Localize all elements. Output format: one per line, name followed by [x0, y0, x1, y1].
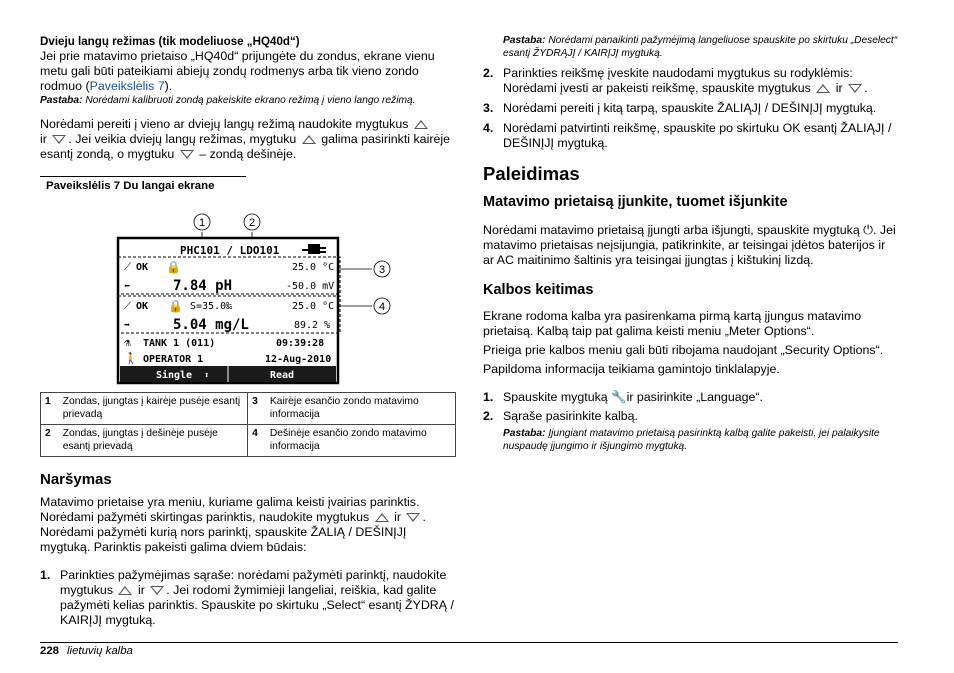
updown-icon: ⬍	[204, 371, 210, 381]
down-arrow-icon	[406, 513, 420, 522]
left-column	[40, 34, 456, 628]
row2-value: 5.04 mg/L	[173, 317, 249, 333]
up-arrow-icon	[816, 84, 830, 93]
up-arrow-icon	[375, 513, 389, 522]
list-item: 3. Norėdami pereiti į kitą tarpą, spauskite ŽALIĄJĮ / DEŠINĮJĮ mygtuką.	[483, 101, 877, 115]
row1-temp: 25.0 °C	[292, 262, 335, 273]
row2-status: OK	[136, 301, 149, 312]
figure-legend	[40, 392, 456, 457]
up-arrow-icon	[414, 120, 428, 129]
dual-mode-heading: Dvieju langų režimas (tik modeliuose „HQ40d“)	[40, 35, 300, 48]
power-para: Norėdami matavimo prietaisą įjungti arba išjungti, spauskite mygtuką ⏻. Jei matavimo prietaisas neįsijungia, patikrinkite, ar teisingai įdėtos baterijos ir ar AC maitinimo šaltinis yra teisingai įjungtas į kištukinį lizdą.	[483, 223, 896, 267]
flask-icon: ⚗	[124, 336, 131, 349]
down-arrow-icon	[180, 150, 194, 159]
value-steps	[483, 66, 898, 151]
section-heading-startup: Paleidimas	[483, 163, 580, 184]
wrench-icon: 🔧	[611, 390, 627, 404]
note-language: Pastaba: Įjungiant matavimo prietaisą pasirinktą kalbą galite pakeisti, jei palaikysite nuspaudę įjungimo ir išjungimo mygtuką.	[503, 428, 880, 452]
softkey-single[interactable]: Single	[155, 370, 193, 381]
legend-row: 2 Zondas, įjungtas į dešinėje pusėje esantį prievadą 4 Dešinėje esančio zondo matavimo informacija	[41, 425, 456, 457]
list-item: 2. Sąraše pasirinkite kalbą.	[483, 409, 638, 423]
callout-4-label: 4	[378, 301, 386, 313]
down-arrow-icon	[150, 586, 164, 595]
figure-link[interactable]: Paveikslėlis 7	[89, 79, 165, 93]
slope-icon: ⟋	[124, 262, 131, 273]
up-arrow-icon	[118, 586, 132, 595]
row2-temp: 25.0 °C	[292, 301, 335, 312]
right-column	[483, 34, 898, 453]
lang-para-2: Prieiga prie kalbos meniu gali būti ribojama naudojant „Security Options“.	[483, 343, 884, 357]
dual-mode-para: Jei prie matavimo prietaiso „HQ40d“ prijungėte du zondus, ekrane vienu metu gali būti pateikiami abiejų zondų rodmenys arba tik vieno zondo rodmuo (Paveikslėlis 7).	[40, 49, 435, 93]
screen-header: PHC101 / LDO101	[180, 244, 280, 257]
row2-pct: 89.2 %	[294, 320, 331, 331]
date: 12-Aug-2010	[265, 354, 332, 365]
operator-icon: 🚶	[124, 352, 138, 365]
callout-1-label: 1	[198, 217, 206, 229]
language-steps	[483, 390, 898, 424]
down-arrow-icon	[848, 84, 862, 93]
row1-status: OK	[136, 262, 149, 273]
callout-2-label: 2	[248, 217, 256, 229]
figure-title: Paveikslėlis 7 Du langai ekrane	[40, 176, 246, 194]
legend-row: 1 Zondas, įjungtas į kairėje pusėje esantį prievadą 3 Kairėje esančio zondo matavimo informacija	[41, 393, 456, 425]
left-arrow-icon: ⬅	[124, 281, 131, 292]
time: 09:39:28	[276, 338, 325, 349]
nav-para: Matavimo prietaise yra meniu, kuriame galima keisti įvairias parinktis. Norėdami pažymėti skirtingas parinktis, naudokite mygtukus ir . Norėdami pažymėti kurią nors parinktį, spauskite ŽALIĄ / DEŠINĮJĮ mygtuką. Parinktis pakeisti galima dviem būdais:	[40, 495, 426, 554]
right-arrow-icon: ➡	[124, 320, 131, 331]
list-item: 1. Spauskite mygtuką 🔧ir pasirinkite „Language“.	[483, 390, 763, 404]
footer-language: lietuvių kalba	[67, 645, 133, 657]
row1-value: 7.84 pH	[173, 278, 233, 294]
dual-display-illustration	[40, 194, 456, 392]
note-calibrate: Pastaba: Norėdami kalibruoti zondą pakeiskite ekrano režimą į vieno lango režimą.	[40, 95, 416, 106]
row2-salinity: S=35.0‰	[190, 301, 233, 312]
row1-mv: -50.0 mV	[286, 281, 335, 292]
mode-switch-para: Norėdami pereiti į vieno ar dviejų langų režimą naudokite mygtukus ir . Jei veikia dviejų langų režimas, mygtuku galima pasirinkti kairėje esantį zondą, o mygtuku – zondą dešinėje.	[40, 117, 450, 161]
plug-icon	[308, 244, 320, 254]
down-arrow-icon	[52, 135, 66, 144]
heading-language: Kalbos keitimas	[483, 282, 594, 298]
list-item: 4. Norėdami patvirtinti reikšmę, spauskite po skirtuku OK esantį ŽALIĄJĮ / DEŠINĮJĮ mygtuką.	[483, 121, 892, 150]
page-footer	[40, 642, 898, 657]
note-deselect: Pastaba: Norėdami panaikinti pažymėjimą langeliuose spauskite po skirtuku „Deselect“ esantį ŽYDRĄJĮ / KAIRĮJĮ mygtuką.	[503, 35, 898, 59]
list-item: 2. Parinkties reikšmę įveskite naudodami mygtukus su rodyklėmis: Norėdami įvesti ar pakeisti reikšmę, spauskite mygtukus ir .	[483, 66, 868, 95]
figure-7	[40, 194, 456, 392]
lock-icon: 🔒	[166, 260, 181, 274]
operator-id: OPERATOR 1	[143, 354, 204, 365]
heading-power: Matavimo prietaisą įjunkite, tuomet išjunkite	[483, 194, 788, 210]
nav-steps	[40, 568, 456, 628]
up-arrow-icon	[302, 135, 316, 144]
nav-heading: Naršymas	[40, 471, 112, 488]
slope-icon: ⟋	[124, 301, 131, 312]
power-icon: ⏻	[863, 223, 873, 237]
lock-icon: 🔒	[168, 299, 183, 313]
sample-id: TANK 1 (011)	[143, 338, 216, 349]
softkey-read[interactable]: Read	[269, 370, 295, 381]
lang-para-3: Papildoma informacija teikiama gamintojo tinklalapyje.	[483, 362, 780, 376]
callout-3-label: 3	[378, 264, 386, 276]
lang-para-1: Ekrane rodoma kalba yra pasirenkama pirmą kartą įjungus matavimo prietaisą. Kalbą taip pat galima keisti meniu „Meter Options“.	[483, 309, 862, 338]
list-item: 1. Parinkties pažymėjimas sąraše: norėdami pažymėti parinktį, naudokite mygtukus ir . Jei rodomi žymimieji langeliai, reiškia, kad galite pažymėti kelias parinktis. Spauskite po skirtuku „Select“ esantį ŽYDRĄ / KAIRĮJĮ mygtuką.	[40, 568, 454, 627]
page-number: 228	[40, 645, 60, 657]
